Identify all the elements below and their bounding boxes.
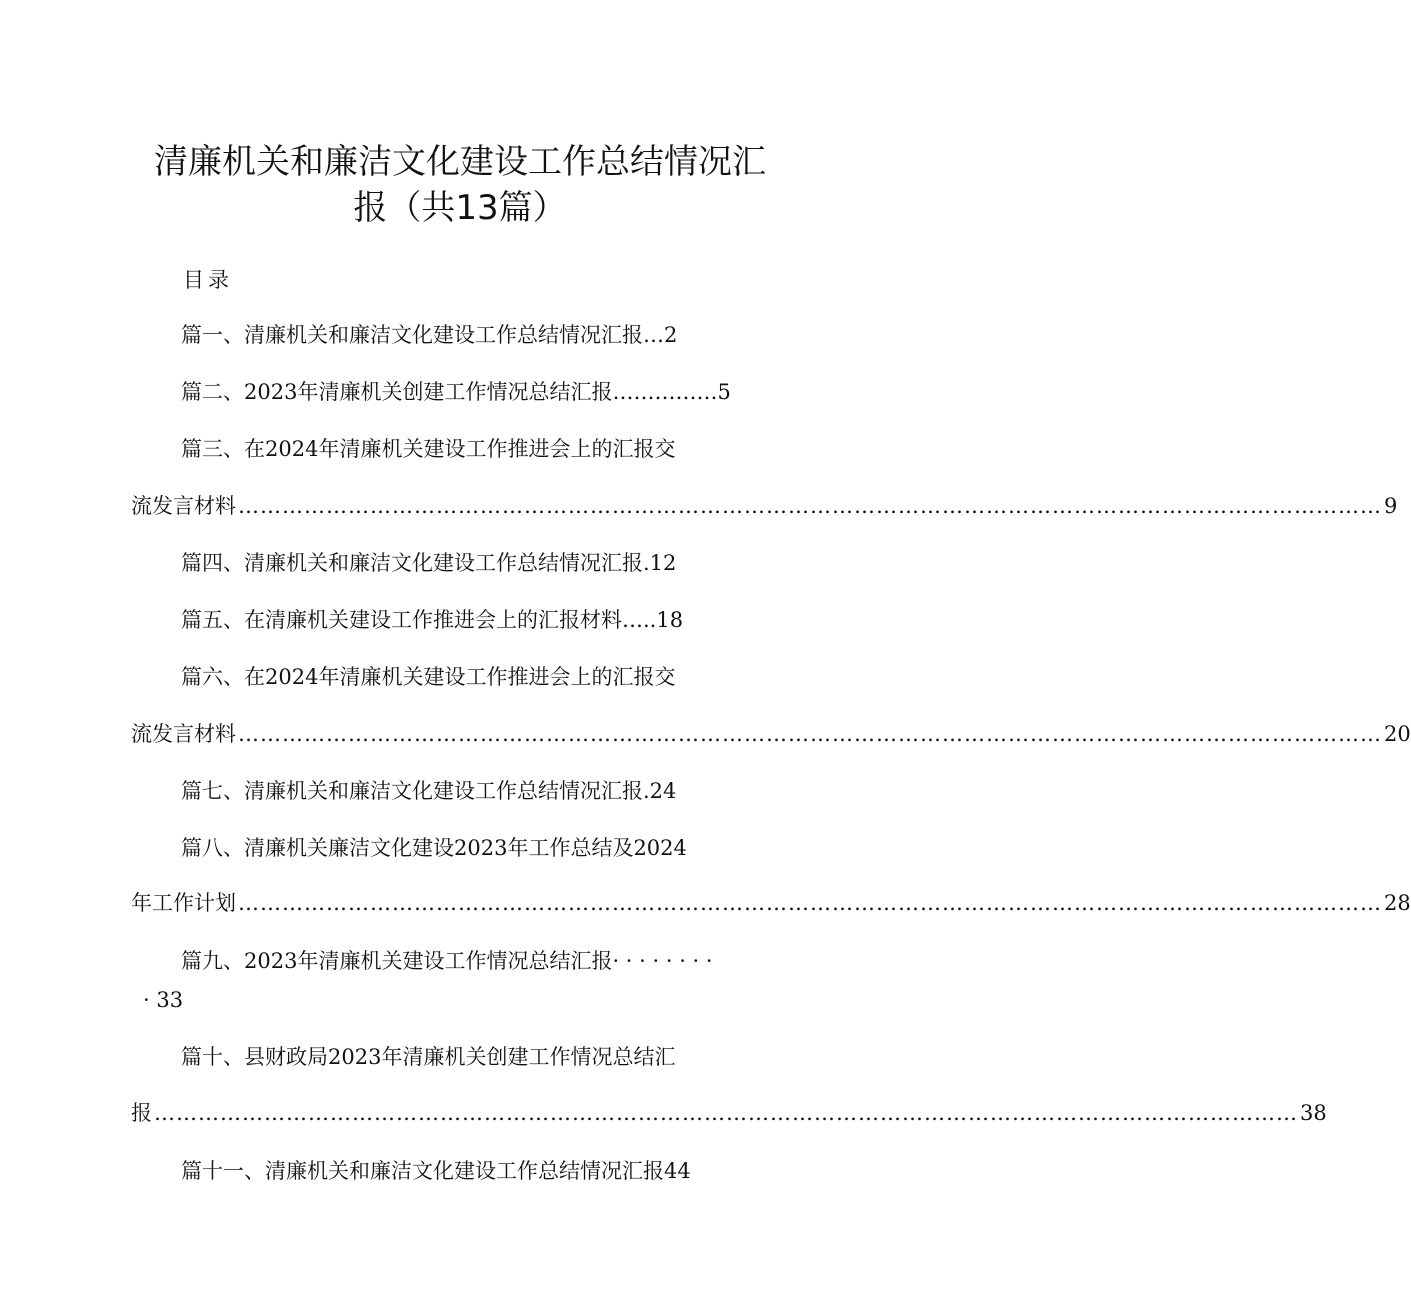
toc-entry-6[interactable]: 篇六、在2024年清廉机关建设工作推进会上的汇报交: [181, 665, 676, 689]
toc-entry-10[interactable]: 篇十、县财政局2023年清廉机关创建工作情况总结汇: [181, 1045, 676, 1069]
toc-entry-6-continuation[interactable]: [131, 719, 1411, 749]
toc-entry-3-continuation[interactable]: [131, 491, 1398, 521]
toc-entry-4[interactable]: 篇四、清廉机关和廉洁文化建设工作总结情况汇报.12: [181, 551, 677, 575]
dot-leader: …………………………………………………………………………………………………………………………………………: [238, 722, 1382, 746]
toc-entry-9-continuation[interactable]: · 33: [143, 988, 184, 1012]
toc-page-number: 20: [1384, 722, 1411, 746]
toc-entry-text: 流发言材料: [131, 722, 236, 746]
dot-leader: …………………………………………………………………………………………………………………………………………: [238, 891, 1382, 915]
toc-page-number: 9: [1384, 494, 1398, 518]
toc-entry-5[interactable]: 篇五、在清廉机关建设工作推进会上的汇报材料…..18: [181, 608, 684, 632]
toc-page-number: 28: [1384, 891, 1411, 915]
toc-page-number: 38: [1300, 1101, 1327, 1125]
toc-entry-text: 流发言材料: [131, 494, 236, 518]
document-title-line-2: 报（共13篇）: [353, 188, 567, 228]
toc-entry-2[interactable]: 篇二、2023年清廉机关创建工作情况总结汇报……………5: [181, 380, 731, 404]
document-title-line-1: 清廉机关和廉洁文化建设工作总结情况汇: [154, 142, 766, 182]
toc-entry-text: 报: [131, 1101, 152, 1125]
toc-entry-8-continuation[interactable]: [131, 888, 1411, 918]
toc-entry-1[interactable]: 篇一、清廉机关和廉洁文化建设工作总结情况汇报…2: [181, 323, 678, 347]
toc-entry-7[interactable]: 篇七、清廉机关和廉洁文化建设工作总结情况汇报.24: [181, 779, 677, 803]
toc-entry-8[interactable]: 篇八、清廉机关廉洁文化建设2023年工作总结及2024: [181, 836, 687, 860]
toc-entry-3[interactable]: 篇三、在2024年清廉机关建设工作推进会上的汇报交: [181, 437, 676, 461]
toc-entry-text: 年工作计划: [131, 891, 236, 915]
toc-entry-10-continuation[interactable]: [131, 1098, 1327, 1128]
dot-leader: …………………………………………………………………………………………………………………………………………: [154, 1101, 1298, 1125]
dot-leader: …………………………………………………………………………………………………………………………………………: [238, 494, 1382, 518]
toc-entry-11[interactable]: 篇十一、清廉机关和廉洁文化建设工作总结情况汇报44: [181, 1159, 691, 1183]
toc-entry-9[interactable]: 篇九、2023年清廉机关建设工作情况总结汇报· · · · · · · ·: [181, 949, 713, 973]
toc-heading: 目录: [183, 268, 233, 292]
